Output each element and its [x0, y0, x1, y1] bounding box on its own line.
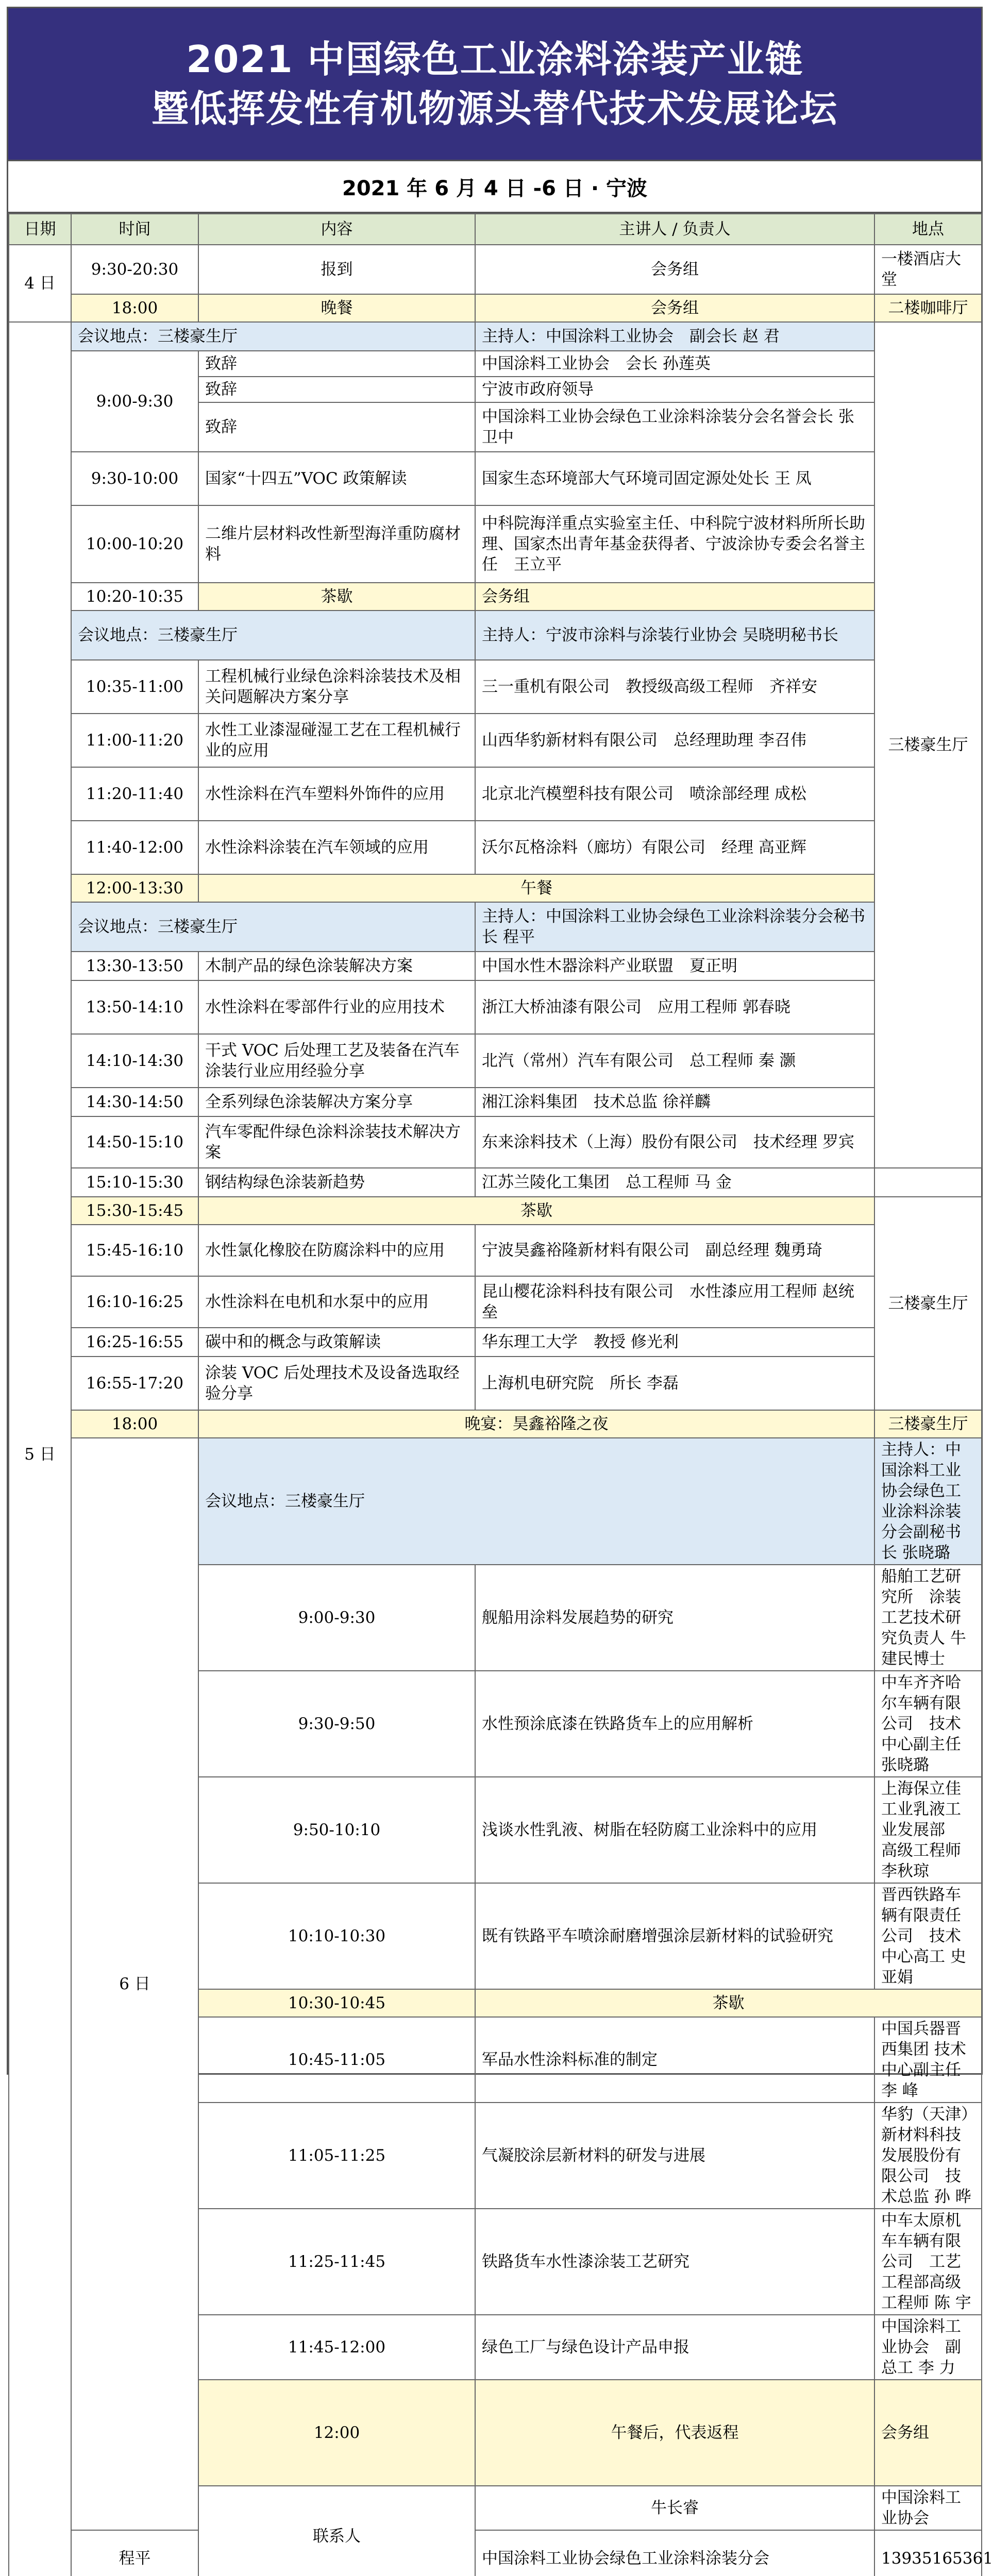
content-cell: 钢结构绿色涂装新趋势: [198, 1168, 475, 1197]
session-venue: 会议地点：三楼豪生厅: [198, 1438, 874, 1565]
table-row: [9, 952, 982, 980]
time-cell: 13:30-13:50: [71, 952, 198, 980]
content-cell: 水性预涂底漆在铁路货车上的应用解析: [475, 1671, 874, 1777]
content-cell: 国家“十四五”VOC 政策解读: [198, 452, 475, 505]
speaker-cell: 沃尔瓦格涂料（廊坊）有限公司 经理 高亚辉: [475, 821, 874, 874]
speaker-cell: 中国涂料工业协会 会长 孙莲英: [475, 351, 874, 377]
session-host: 主持人：宁波市涂料与涂装行业协会 吴晓明秘书长: [475, 611, 874, 660]
speaker-cell: 上海机电研究院 所长 李磊: [475, 1357, 874, 1410]
table-row: [9, 660, 982, 714]
day-6-label: 6 日: [71, 1438, 198, 2530]
table-row: [9, 1225, 982, 1276]
time-cell: 15:30-15:45: [71, 1197, 198, 1225]
contact-row: [9, 2530, 982, 2576]
speaker-cell: 会务组: [874, 2380, 982, 2486]
content-cell: 致辞: [198, 377, 475, 402]
time-cell: 16:10-16:25: [71, 1276, 198, 1328]
title-banner: [8, 8, 981, 161]
table-row: [9, 714, 982, 767]
content-cell: 水性氯化橡胶在防腐涂料中的应用: [198, 1225, 475, 1276]
title-line-2: 暨低挥发性有机物源头替代技术发展论坛: [151, 87, 838, 130]
date-line: 2021 年 6 月 4 日 -6 日 · 宁波: [8, 161, 981, 213]
content-cell: 水性涂料在汽车塑料外饰件的应用: [198, 767, 475, 821]
content-cell: 浅谈水性乳液、树脂在轻防腐工业涂料中的应用: [475, 1777, 874, 1883]
content-cell: 气凝胶涂层新材料的研发与进展: [475, 2103, 874, 2209]
speaker-cell: 会务组: [475, 294, 874, 322]
contact-org: 中国涂料工业协会: [874, 2486, 982, 2530]
contact-name: 牛长睿: [475, 2486, 874, 2530]
session-row: [9, 1438, 982, 1565]
speaker-cell: 宁波昊鑫裕隆新材料有限公司 副总经理 魏勇琦: [475, 1225, 874, 1276]
time-cell: 11:45-12:00: [198, 2315, 475, 2380]
header-day: 日期: [9, 214, 71, 245]
speaker-cell: 船舶工艺研究所 涂装工艺技术研究负责人 牛建民博士: [874, 1565, 982, 1671]
time-cell: 9:30-9:50: [198, 1671, 475, 1777]
table-row: [9, 1088, 982, 1116]
session-venue: 会议地点：三楼豪生厅: [71, 611, 475, 660]
time-cell: 12:00: [198, 2380, 475, 2486]
table-row: [9, 767, 982, 821]
time-cell: 18:00: [71, 1410, 198, 1438]
speaker-cell: 北京北汽模塑科技有限公司 喷涂部经理 成松: [475, 767, 874, 821]
table-row: [9, 294, 982, 322]
speaker-cell: 中科院海洋重点实验室主任、中科院宁波材料所所长助理、国家杰出青年基金获得者、宁波涂协专委会名誉主任 王立平: [475, 505, 874, 583]
time-cell: 9:50-10:10: [198, 1777, 475, 1883]
content-cell: 铁路货车水性漆涂装工艺研究: [475, 2209, 874, 2315]
content-cell: 二维片层材料改性新型海洋重防腐材料: [198, 505, 475, 583]
speaker-cell: 中国兵器晋西集团 技术中心副主任 李 峰: [874, 2017, 982, 2103]
content-cell: 军品水性涂料标准的制定: [475, 2017, 874, 2103]
session-host: 主持人：中国涂料工业协会 副会长 赵 君: [475, 322, 874, 351]
speaker-cell: 华东理工大学 教授 修光利: [475, 1328, 874, 1357]
content-cell: 舰船用涂料发展趋势的研究: [475, 1565, 874, 1671]
contacts-label: 联系人: [198, 2486, 475, 2576]
time-cell: 11:20-11:40: [71, 767, 198, 821]
time-cell: 10:00-10:20: [71, 505, 198, 583]
content-cell: 茶歇: [198, 1197, 874, 1225]
speaker-cell: 国家生态环境部大气环境司固定源处处长 王 凤: [475, 452, 874, 505]
time-cell: 11:25-11:45: [198, 2209, 475, 2315]
speaker-cell: 会务组: [475, 583, 874, 611]
content-cell: 水性涂料在电机和水泵中的应用: [198, 1276, 475, 1328]
place-cell: 三楼豪生厅: [874, 322, 982, 1168]
content-cell: 晚餐: [198, 294, 475, 322]
speaker-cell: 中国水性木器涂料产业联盟 夏正明: [475, 952, 874, 980]
speaker-cell: 山西华豹新材料有限公司 总经理助理 李召伟: [475, 714, 874, 767]
contact-phone: 13935165361: [874, 2530, 982, 2576]
speaker-cell: 中车齐齐哈尔车辆有限公司 技术中心副主任 张晓璐: [874, 1671, 982, 1777]
session-venue: 会议地点：三楼豪生厅: [71, 322, 475, 351]
content-cell: 致辞: [198, 351, 475, 377]
time-cell: 10:35-11:00: [71, 660, 198, 714]
time-cell: 10:20-10:35: [71, 583, 198, 611]
header-content: 内容: [198, 214, 475, 245]
table-row: [9, 1410, 982, 1438]
content-cell: 全系列绿色涂装解决方案分享: [198, 1088, 475, 1116]
session-host: 主持人：中国涂料工业协会绿色工业涂料涂装分会副秘书长 张晓璐: [874, 1438, 982, 1565]
table-row: [9, 874, 982, 902]
speaker-cell: 宁波市政府领导: [475, 377, 874, 402]
contact-org: 中国涂料工业协会绿色工业涂料涂装分会: [475, 2530, 874, 2576]
speaker-cell: 上海保立佳工业乳液工业发展部 高级工程师 李秋琼: [874, 1777, 982, 1883]
schedule-table: [8, 213, 993, 2576]
speaker-cell: 北汽（常州）汽车有限公司 总工程师 秦 灏: [475, 1034, 874, 1088]
session-row: [9, 611, 982, 660]
speaker-cell: 浙江大桥油漆有限公司 应用工程师 郭春晓: [475, 980, 874, 1034]
speaker-cell: 晋西铁路车辆有限责任公司 技术中心高工 史亚娟: [874, 1883, 982, 1989]
session-venue: 会议地点：三楼豪生厅: [71, 902, 475, 952]
contact-name: 程平: [71, 2530, 198, 2576]
time-cell: 10:10-10:30: [198, 1883, 475, 1989]
table-row: [9, 1276, 982, 1328]
content-cell: 茶歇: [198, 583, 475, 611]
content-cell: 水性工业漆湿碰湿工艺在工程机械行业的应用: [198, 714, 475, 767]
time-cell: 14:50-15:10: [71, 1116, 198, 1168]
header-place: 地点: [874, 214, 982, 245]
content-cell: 绿色工厂与绿色设计产品申报: [475, 2315, 874, 2380]
table-row: [9, 1116, 982, 1168]
place-cell: 二楼咖啡厅: [874, 294, 982, 322]
time-cell: 12:00-13:30: [71, 874, 198, 902]
title-line-1: 2021 中国绿色工业涂料涂装产业链: [186, 38, 803, 81]
header-row: [9, 214, 982, 245]
time-cell: 16:25-16:55: [71, 1328, 198, 1357]
day-4-label: 4 日: [9, 245, 71, 322]
content-cell: 致辞: [198, 402, 475, 452]
speaker-cell: 湘江涂料集团 技术总监 徐祥麟: [475, 1088, 874, 1116]
content-cell: 干式 VOC 后处理工艺及装备在汽车涂装行业应用经验分享: [198, 1034, 475, 1088]
time-cell: 9:00-9:30: [198, 1565, 475, 1671]
content-cell: 水性涂料在零部件行业的应用技术: [198, 980, 475, 1034]
content-cell: 茶歇: [475, 1989, 982, 2017]
content-cell: 汽车零配件绿色涂料涂装技术解决方案: [198, 1116, 475, 1168]
place-cell: 一楼酒店大堂: [874, 245, 982, 294]
place-cell: 三楼豪生厅: [874, 1197, 982, 1410]
table-row: [9, 452, 982, 505]
session-host: 主持人：中国涂料工业协会绿色工业涂料涂装分会秘书长 程平: [475, 902, 874, 952]
time-cell: 15:10-15:30: [71, 1168, 198, 1197]
content-cell: 涂装 VOC 后处理技术及设备选取经验分享: [198, 1357, 475, 1410]
speaker-cell: 中车太原机车车辆有限公司 工艺工程部高级工程师 陈 宇: [874, 2209, 982, 2315]
place-cell: 三楼豪生厅: [874, 1410, 982, 1438]
time-cell: 14:10-14:30: [71, 1034, 198, 1088]
time-cell: 13:50-14:10: [71, 980, 198, 1034]
table-row: [9, 1197, 982, 1225]
table-row: [9, 1328, 982, 1357]
table-row: [9, 980, 982, 1034]
content-cell: 午餐后，代表返程: [475, 2380, 874, 2486]
time-cell: 14:30-14:50: [71, 1088, 198, 1116]
speaker-cell: 三一重机有限公司 教授级高级工程师 齐祥安: [475, 660, 874, 714]
speaker-cell: 江苏兰陵化工集团 总工程师 马 金: [475, 1168, 874, 1197]
time-cell: 9:30-20:30: [71, 245, 198, 294]
time-cell: 16:55-17:20: [71, 1357, 198, 1410]
table-row: [9, 351, 982, 377]
content-cell: 碳中和的概念与政策解读: [198, 1328, 475, 1357]
time-cell: 15:45-16:10: [71, 1225, 198, 1276]
table-row: [9, 1357, 982, 1410]
speaker-cell: 华豹（天津）新材料科技发展股份有限公司 技术总监 孙 晔: [874, 2103, 982, 2209]
time-cell: 11:00-11:20: [71, 714, 198, 767]
day-5-label: 5 日: [9, 322, 71, 2576]
time-cell: 9:00-9:30: [71, 351, 198, 452]
content-cell: 工程机械行业绿色涂料涂装技术及相关问题解决方案分享: [198, 660, 475, 714]
session-row: [9, 322, 982, 351]
content-cell: 午餐: [198, 874, 874, 902]
time-cell: 9:30-10:00: [71, 452, 198, 505]
header-time: 时间: [71, 214, 198, 245]
content-cell: 既有铁路平车喷涂耐磨增强涂层新材料的试验研究: [475, 1883, 874, 1989]
speaker-cell: 会务组: [475, 245, 874, 294]
content-cell: 报到: [198, 245, 475, 294]
speaker-cell: 东来涂料技术（上海）股份有限公司 技术经理 罗宾: [475, 1116, 874, 1168]
time-cell: 10:45-11:05: [198, 2017, 475, 2103]
table-row: [9, 245, 982, 294]
speaker-cell: 中国涂料工业协会 副总工 李 力: [874, 2315, 982, 2380]
content-cell: 木制产品的绿色涂装解决方案: [198, 952, 475, 980]
schedule-sheet: [7, 7, 993, 2568]
table-row: [9, 1168, 982, 1197]
table-row: [9, 583, 982, 611]
table-row: [9, 821, 982, 874]
content-cell: 晚宴：昊鑫裕隆之夜: [198, 1410, 874, 1438]
session-row: [9, 902, 982, 952]
speaker-cell: 中国涂料工业协会绿色工业涂料涂装分会名誉会长 张卫中: [475, 402, 874, 452]
time-cell: 11:05-11:25: [198, 2103, 475, 2209]
table-row: [9, 505, 982, 583]
time-cell: 10:30-10:45: [198, 1989, 475, 2017]
content-cell: 水性涂料涂装在汽车领域的应用: [198, 821, 475, 874]
table-row: [9, 1034, 982, 1088]
speaker-cell: 昆山樱花涂料科技有限公司 水性漆应用工程师 赵统垒: [475, 1276, 874, 1328]
header-speaker: 主讲人 / 负责人: [475, 214, 874, 245]
time-cell: 11:40-12:00: [71, 821, 198, 874]
time-cell: 18:00: [71, 294, 198, 322]
